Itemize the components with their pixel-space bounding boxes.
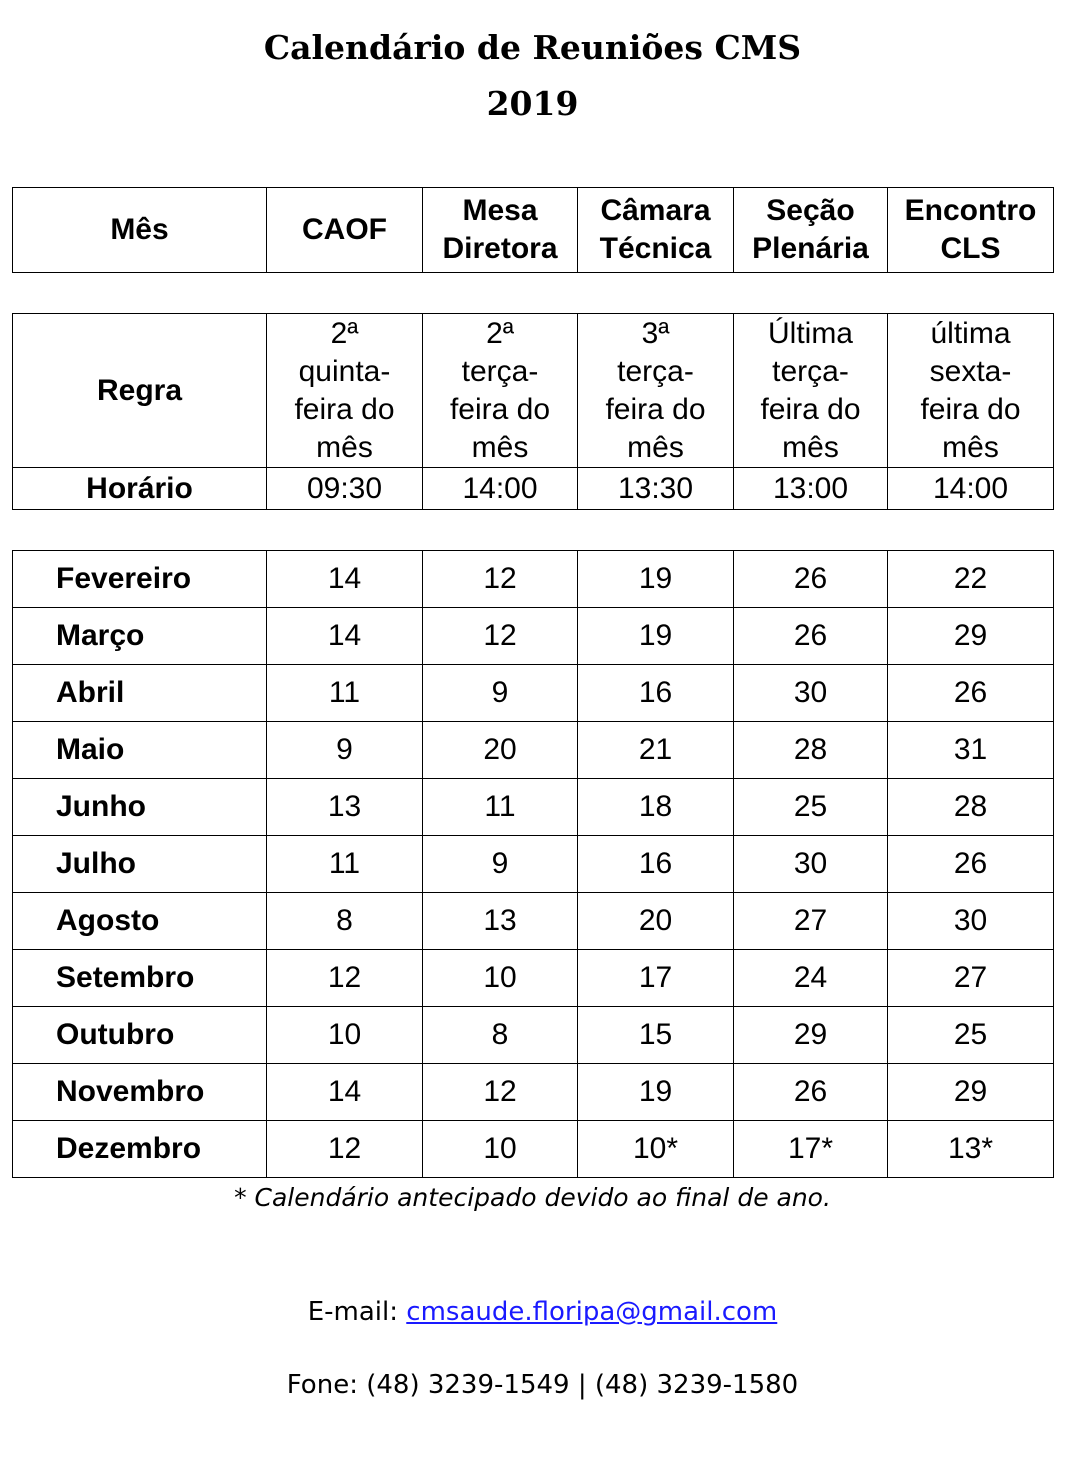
header-encontro-line1: Encontro [904, 194, 1037, 227]
rule-mesa [423, 314, 578, 468]
date-cell: 14 [267, 608, 423, 665]
email-label: E-mail: [307, 1297, 407, 1327]
month-cell: Maio [13, 722, 267, 779]
rule-text: feira do [605, 392, 706, 426]
time-value: 13:00 [734, 468, 888, 510]
rule-text: feira do [449, 392, 551, 426]
date-cell: 12 [267, 1121, 423, 1178]
header-mesa-line2: Diretora [442, 232, 558, 265]
date-cell: 26 [734, 608, 888, 665]
date-cell: 14 [267, 1064, 423, 1121]
date-cell: 8 [267, 893, 423, 950]
rule-text: mês [782, 430, 839, 464]
date-cell: 27 [734, 893, 888, 950]
date-cell: 12 [267, 950, 423, 1007]
table-row [13, 722, 1054, 779]
date-cell: 13 [267, 779, 423, 836]
header-mesa-diretora [423, 188, 578, 273]
dates-body [13, 551, 1054, 1178]
date-cell: 15 [578, 1007, 734, 1064]
date-cell: 14 [267, 551, 423, 608]
date-cell: 25 [888, 1007, 1054, 1064]
date-cell: 8 [423, 1007, 578, 1064]
date-cell: 30 [888, 893, 1054, 950]
date-cell: 26 [734, 551, 888, 608]
date-cell: 20 [578, 893, 734, 950]
month-cell: Junho [13, 779, 267, 836]
rule-text: feira do [920, 392, 1021, 426]
date-cell: 16 [578, 665, 734, 722]
header-camara-tecnica [578, 188, 734, 273]
date-cell: 26 [888, 836, 1054, 893]
date-cell: 28 [888, 779, 1054, 836]
date-cell: 30 [734, 665, 888, 722]
date-cell: 10 [267, 1007, 423, 1064]
date-cell: 29 [888, 608, 1054, 665]
table-row [13, 1007, 1054, 1064]
header-mesa-line1: Mesa [462, 194, 538, 227]
header-secao-line2: Plenária [752, 232, 869, 265]
table-row [13, 893, 1054, 950]
header-camara-line2: Técnica [599, 232, 712, 265]
rule-camara [578, 314, 734, 468]
rule-caof [267, 314, 423, 468]
date-cell: 17* [734, 1121, 888, 1178]
footnote: * Calendário antecipado devido ao final de ano. [234, 1183, 831, 1212]
header-row [13, 188, 1054, 273]
rule-label: Regra [13, 314, 267, 468]
date-cell: 25 [734, 779, 888, 836]
date-cell: 10 [423, 1121, 578, 1178]
header-encontro-line2: CLS [940, 232, 1001, 265]
month-cell: Dezembro [13, 1121, 267, 1178]
page-year: 2019 [486, 84, 579, 123]
date-cell: 19 [578, 608, 734, 665]
date-cell: 9 [267, 722, 423, 779]
date-cell: 16 [578, 836, 734, 893]
date-cell: 13* [888, 1121, 1054, 1178]
date-cell: 19 [578, 551, 734, 608]
date-cell: 18 [578, 779, 734, 836]
table-row [13, 950, 1054, 1007]
phone-line: Fone: (48) 3239-1549 | (48) 3239-1580 [286, 1370, 799, 1400]
date-cell: 21 [578, 722, 734, 779]
date-cell: 24 [734, 950, 888, 1007]
header-secao-line1: Seção [766, 194, 855, 227]
rule-text: 2ª [486, 316, 514, 350]
time-value: 09:30 [267, 468, 423, 510]
date-cell: 26 [734, 1064, 888, 1121]
email-link[interactable]: cmsaude.floripa@gmail.com [406, 1297, 778, 1327]
table-row [13, 1121, 1054, 1178]
month-cell: Julho [13, 836, 267, 893]
rule-row [13, 314, 1054, 468]
rule-text: terça- [617, 354, 694, 388]
date-cell: 26 [888, 665, 1054, 722]
date-cell: 12 [423, 551, 578, 608]
month-cell: Novembro [13, 1064, 267, 1121]
date-cell: 11 [267, 836, 423, 893]
month-cell: Fevereiro [13, 551, 267, 608]
rule-text: mês [316, 430, 373, 464]
month-cell: Setembro [13, 950, 267, 1007]
time-value: 13:30 [578, 468, 734, 510]
date-cell: 9 [423, 836, 578, 893]
table-row [13, 551, 1054, 608]
month-cell: Agosto [13, 893, 267, 950]
date-cell: 20 [423, 722, 578, 779]
date-cell: 13 [423, 893, 578, 950]
table-row [13, 779, 1054, 836]
date-cell: 11 [423, 779, 578, 836]
header-month: Mês [13, 188, 267, 273]
date-cell: 11 [267, 665, 423, 722]
rule-text: Última [767, 316, 853, 350]
date-cell: 12 [423, 608, 578, 665]
month-cell: Outubro [13, 1007, 267, 1064]
date-cell: 19 [578, 1064, 734, 1121]
header-camara-line1: Câmara [600, 194, 711, 227]
rule-text: mês [627, 430, 684, 464]
rule-text: terça- [461, 354, 539, 388]
rule-text: feira do [294, 392, 395, 426]
month-cell: Abril [13, 665, 267, 722]
header-encontro-cls [888, 188, 1054, 273]
date-cell: 31 [888, 722, 1054, 779]
date-cell: 12 [423, 1064, 578, 1121]
month-cell: Março [13, 608, 267, 665]
date-cell: 17 [578, 950, 734, 1007]
date-cell: 30 [734, 836, 888, 893]
dates-table [12, 550, 1054, 1178]
date-cell: 27 [888, 950, 1054, 1007]
date-cell: 29 [888, 1064, 1054, 1121]
table-row [13, 1064, 1054, 1121]
rule-text: mês [471, 430, 529, 464]
table-row [13, 608, 1054, 665]
rule-text: última [930, 316, 1011, 350]
date-cell: 22 [888, 551, 1054, 608]
rule-text: 3ª [641, 316, 670, 350]
rule-table [12, 313, 1054, 510]
rule-text: feira do [760, 392, 861, 426]
table-row [13, 836, 1054, 893]
date-cell: 29 [734, 1007, 888, 1064]
header-secao-plenaria [734, 188, 888, 273]
date-cell: 9 [423, 665, 578, 722]
header-table [12, 187, 1054, 273]
rule-text: quinta- [298, 354, 391, 388]
header-caof: CAOF [267, 188, 423, 273]
date-cell: 10 [423, 950, 578, 1007]
table-row [13, 665, 1054, 722]
time-row [13, 468, 1054, 510]
page-title: Calendário de Reuniões CMS [263, 28, 802, 67]
time-label: Horário [13, 468, 267, 510]
email-line [0, 1297, 1065, 1327]
rule-encontro [888, 314, 1054, 468]
rule-text: mês [942, 430, 999, 464]
rule-text: sexta- [929, 354, 1012, 388]
rule-secao [734, 314, 888, 468]
rule-text: 2ª [330, 316, 359, 350]
date-cell: 10* [578, 1121, 734, 1178]
rule-text: terça- [772, 354, 849, 388]
time-value: 14:00 [888, 468, 1054, 510]
time-value: 14:00 [423, 468, 578, 510]
date-cell: 28 [734, 722, 888, 779]
